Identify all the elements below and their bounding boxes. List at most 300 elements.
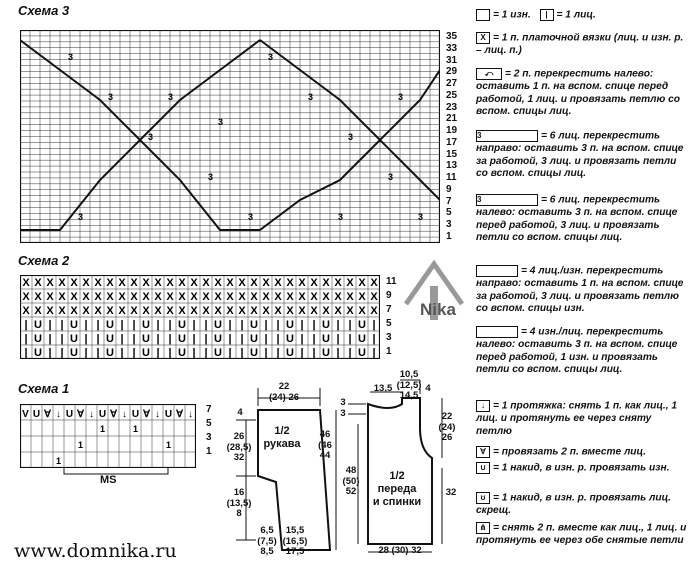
legend-text-1b: = 1 лиц. [556,9,596,21]
stitch-symbol: X [70,277,78,289]
stitch-symbol: X [226,291,234,303]
stitch-symbol: U [178,333,186,345]
body-total-height: 48 (50) 52 [342,465,360,497]
stitch-symbol: X [166,277,174,289]
row-number: 17 [446,136,458,148]
stitch-symbol: X [286,291,294,303]
stitch-symbol: | [204,333,208,345]
stitch-symbol: X [94,291,102,303]
stitch-symbol: U [250,333,258,345]
cable-mark: 3 [418,212,424,222]
stitch-symbol: | [120,333,124,345]
stitch-symbol: X [46,305,54,317]
row-number: 9 [386,290,392,301]
legend-item-cross-2-left [476,68,688,119]
stitch-symbol: U [322,333,330,345]
stitch-symbol: X [94,305,102,317]
body-armhole: 22 (24) 26 [438,411,456,443]
stitch-symbol: X [250,291,258,303]
stitch-symbol: X [298,277,306,289]
sk2p-symbol: ⋔ [476,522,490,534]
cable-mark: 3 [68,52,74,62]
stitch-symbol: | [156,333,160,345]
stitch-symbol: X [334,291,342,303]
stitch-symbol: X [178,291,186,303]
stitch-symbol: X [334,277,342,289]
cable-mark: 3 [268,52,274,62]
stitch-symbol: | [336,347,340,359]
stitch-symbol: | [168,333,172,345]
row-number: 21 [446,113,458,125]
sleeve-height-lower: 16 (13,5) 8 [226,487,252,519]
stitch-symbol: ∀ [44,409,51,420]
stitch-symbol: U [34,347,42,359]
stitch-symbol: X [274,291,282,303]
stitch-symbol: U [70,319,78,331]
stitch-symbol: X [370,305,378,317]
schema3-grid [20,30,440,243]
stitch-symbol: U [106,333,114,345]
cable-mark: 3 [388,172,394,182]
stitch-symbol: X [22,305,30,317]
stitch-symbol: X [286,305,294,317]
schema1-grid [20,404,196,468]
stitch-symbol: ↓ [122,409,127,420]
stitch-symbol: X [310,305,318,317]
stitch-symbol: | [60,333,64,345]
stitch-symbol: X [106,291,114,303]
stitch-symbol: | [96,347,100,359]
stitch-symbol: | [228,319,232,331]
stitch-symbol: X [286,277,294,289]
stitch-symbol: U [131,409,140,420]
sleeve-total-height: 46 (46 44 [318,429,332,461]
stitch-symbol: X [178,305,186,317]
cable-mark: 3 [108,92,114,102]
row-number: 11 [386,276,397,287]
stitch-symbol: X [370,277,378,289]
stitch-symbol: | [228,333,232,345]
row-number: 7 [446,195,452,207]
stitch-symbol: X [346,305,354,317]
stitch-symbol: U [322,319,330,331]
stitch-symbol: | [132,319,136,331]
legend-item-knit-purl [476,9,688,22]
schema3-chart [20,30,440,243]
cross-6-left-symbol: 3 [476,194,538,206]
sleeve-bottom-left: 6,5 (7,5) 8,5 [257,525,277,557]
legend-item-cross-6-right [476,130,688,181]
stitch-symbol: X [238,277,246,289]
stitch-symbol: X [142,277,150,289]
cable-mark: 3 [148,132,154,142]
schema3-title: Схема 3 [18,3,70,18]
cable-mark: 3 [208,172,214,182]
row-number: 1 [386,346,392,357]
stitch-symbol: X [58,277,66,289]
schema2-grid [20,275,380,359]
stitch-symbol: X [94,277,102,289]
sleeve-bottom-right: 15,5 (16,5) 17,5 [282,525,308,557]
stitch-symbol: X [154,277,162,289]
cross-4-left-symbol [476,326,518,338]
stitch-symbol: | [84,347,88,359]
stitch-symbol: X [46,277,54,289]
stitch-symbol: | [264,347,268,359]
stitch-symbol: X [106,305,114,317]
stitch-symbol: U [34,319,42,331]
purl-symbol [476,9,490,21]
stitch-symbol: X [310,291,318,303]
row-number: 9 [446,183,452,195]
stitch-symbol: X [358,291,366,303]
body-bottom-width: 28 (30) 32 [378,545,422,556]
stitch-symbol: X [34,277,42,289]
row-number: 19 [446,125,458,136]
stitch-symbol: X [130,305,138,317]
cross-2-left-symbol: ⤺ [476,68,502,80]
stitch-symbol: | [264,319,268,331]
body-lower: 32 [445,487,457,498]
stitch-symbol: X [226,277,234,289]
stitch-symbol: U [142,347,150,359]
stitch-symbol: X [82,305,90,317]
legend-item-yo-purl [476,462,688,475]
stitch-symbol: X [322,291,330,303]
nika-logo-text: Nika [420,300,456,319]
stitch-symbol: V [22,409,29,420]
stitch-symbol: ↓ [56,409,61,420]
stitch-symbol: U [358,319,366,331]
stitch-symbol: X [58,291,66,303]
stitch-symbol: X [82,291,90,303]
stitch-symbol: U [98,409,107,420]
stitch-symbol: X [322,305,330,317]
site-watermark: www.domnika.ru [14,540,177,562]
stitch-symbol: ↓ [89,409,94,420]
stitch-symbol: X [322,277,330,289]
stitch-symbol: | [156,347,160,359]
stitch-symbol: | [300,333,304,345]
stitch-symbol: | [132,333,136,345]
stitch-symbol: | [168,347,172,359]
cross-mark: 1 [55,456,62,466]
legend-text-6: = 4 лиц./изн. перекрестить направо: оставить 1 п. на вспом. спице за работой, 3 лиц. и провязать петлю со вспом. спицы изн. [476,265,684,315]
stitch-symbol: X [298,305,306,317]
stitch-symbol: | [24,333,28,345]
stitch-symbol: U [106,347,114,359]
legend-item-k2tog [476,446,688,459]
stitch-symbol: X [358,305,366,317]
stitch-symbol: | [372,319,376,331]
stitch-symbol: | [84,319,88,331]
row-number: 7 [386,304,392,315]
stitch-symbol: X [70,291,78,303]
cable-mark: 3 [168,92,174,102]
stitch-symbol: X [70,305,78,317]
sleeve-label: 1/2 рукава [263,425,301,450]
stitch-symbol: | [300,347,304,359]
legend-text-9: = провязать 2 п. вместе лиц. [493,446,646,458]
stitch-symbol: | [96,333,100,345]
sleeve-top-width: 22 (24) 26 [268,381,300,403]
stitch-symbol: | [132,347,136,359]
stitch-symbol: X [262,291,270,303]
k2tog-symbol: ∀ [476,446,490,458]
stitch-symbol: | [276,333,280,345]
row-number: 3 [386,332,392,343]
stitch-symbol: | [60,347,64,359]
row-number: 5 [206,418,212,429]
cable-mark: 3 [248,212,254,222]
stitch-symbol: X [202,305,210,317]
stitch-symbol: | [120,319,124,331]
legend-text-5: = 6 лиц. перекрестить налево: оставить 3 п. на вспом. спице перед работой, 3 лиц. и провязать петли со вспом. спицы лиц. [476,194,678,244]
stitch-symbol: | [240,333,244,345]
stitch-symbol: | [192,333,196,345]
cable-mark: 3 [218,117,224,127]
stitch-symbol: | [348,347,352,359]
stitch-symbol: X [130,291,138,303]
cross-6-right-symbol: 3 [476,130,538,142]
stitch-symbol: U [178,319,186,331]
stitch-symbol: U [286,333,294,345]
stitch-symbol: | [84,333,88,345]
stitch-symbol: | [60,319,64,331]
stitch-symbol: ∀ [110,409,117,420]
stitch-symbol: | [120,347,124,359]
row-number: 1 [206,446,212,457]
stitch-symbol: X [238,305,246,317]
row-number: 13 [446,160,458,172]
stitch-symbol: | [336,333,340,345]
stitch-symbol: | [168,319,172,331]
stitch-symbol: U [322,347,330,359]
row-number: 33 [446,42,458,54]
garter-symbol: X [476,32,490,44]
stitch-symbol: X [118,277,126,289]
stitch-symbol: X [34,305,42,317]
stitch-symbol: | [24,319,28,331]
stitch-symbol: X [106,277,114,289]
stitch-symbol: X [142,305,150,317]
sleeve-height-upper: 26 (28,5) 32 [226,431,252,463]
schema1-chart [20,404,196,468]
stitch-symbol: X [238,291,246,303]
stitch-symbol: X [274,277,282,289]
stitch-symbol: | [312,333,316,345]
legend-item-cross-4-left [476,326,688,377]
stitch-symbol: X [46,291,54,303]
stitch-symbol: X [22,291,30,303]
schema2-chart [20,275,380,359]
row-number: 1 [446,230,452,242]
stitch-symbol: | [48,319,52,331]
stitch-symbol: | [372,333,376,345]
stitch-symbol: | [276,347,280,359]
stitch-symbol: X [178,277,186,289]
legend-text-4: = 6 лиц. перекрестить направо: оставить 3 п. на вспом. спице за работой, 3 лиц. и провязать петли со вспом. спицы лиц. [476,130,684,180]
stitch-symbol: X [118,291,126,303]
stitch-symbol: X [166,291,174,303]
row-number: 27 [446,78,458,89]
cable-mark: 3 [308,92,314,102]
row-number: 23 [446,101,458,113]
stitch-symbol: X [154,305,162,317]
legend-text-2: = 1 п. платочной вязки (лиц. и изн. р. – лиц. п.) [476,32,684,57]
stitch-symbol: | [348,319,352,331]
stitch-symbol: X [118,305,126,317]
cross-mark: 1 [132,424,139,434]
stitch-symbol: | [228,347,232,359]
stitch-symbol: X [154,291,162,303]
stitch-symbol: X [274,305,282,317]
row-number: 3 [446,219,452,230]
stitch-symbol: | [192,319,196,331]
stitch-symbol: U [214,319,222,331]
stitch-symbol: U [358,347,366,359]
stitch-symbol: ↓ [188,409,193,420]
stitch-symbol: | [348,333,352,345]
legend-item-skp [476,400,688,438]
stitch-symbol: | [48,333,52,345]
stitch-symbol: | [240,319,244,331]
stitch-symbol: U [142,333,150,345]
row-number: 5 [446,207,452,219]
cable-mark: 3 [348,132,354,142]
legend-text-8: = 1 протяжка: снять 1 п. как лиц., 1 лиц. и протянуть ее через сняту петлю [476,400,678,437]
stitch-symbol: U [65,409,74,420]
cable-mark: 3 [78,212,84,222]
stitch-symbol: | [192,347,196,359]
ms-label: MS [100,474,117,486]
legend-text-11: = 1 накид, в изн. р. провязать лиц. скрещ. [476,492,672,517]
stitch-symbol: X [22,277,30,289]
stitch-symbol: U [142,319,150,331]
row-number: 11 [446,172,457,183]
stitch-symbol: X [34,291,42,303]
stitch-symbol: X [202,291,210,303]
stitch-symbol: | [156,319,160,331]
stitch-symbol: X [334,305,342,317]
stitch-symbol: | [24,347,28,359]
row-number: 35 [446,31,458,42]
legend-text-10: = 1 накид, в изн. р. провязать изн. [493,462,670,474]
stitch-symbol: | [312,319,316,331]
knit-symbol: | [540,9,554,21]
legend-item-garter [476,32,688,58]
row-number: 15 [446,148,458,160]
stitch-symbol: U [70,333,78,345]
stitch-symbol: | [336,319,340,331]
stitch-symbol: X [310,277,318,289]
body-neck-marks: 3 3 [340,397,346,419]
stitch-symbol: ∀ [176,409,183,420]
stitch-symbol: ∀ [77,409,84,420]
stitch-symbol: X [190,277,198,289]
cable-mark: 3 [338,212,344,222]
body-label: 1/2 переда и спинки [372,470,422,508]
stitch-symbol: U [214,347,222,359]
legend-item-cross-4-right [476,265,688,316]
stitch-symbol: | [372,347,376,359]
row-number: 31 [446,54,458,66]
skp-symbol: ↓ [476,400,490,412]
sleeve-cuff-offset: 4 [237,407,243,418]
stitch-symbol: U [286,319,294,331]
schema2-title: Схема 2 [18,253,70,268]
legend-text-7: = 4 изн./лиц. перекрестить налево: оставить 3 п. на вспом. спице перед работой, 1 изн. и провязать петли со вспом. спицы лиц. [476,326,678,376]
stitch-symbol: U [34,333,42,345]
legend-text-12: = снять 2 п. вместе как лиц., 1 лиц. и протянуть ее через обе снятые петли [476,522,687,547]
stitch-symbol: X [58,305,66,317]
stitch-symbol: U [178,347,186,359]
stitch-symbol: | [240,347,244,359]
stitch-symbol: X [358,277,366,289]
stitch-symbol: | [264,333,268,345]
stitch-symbol: U [32,409,41,420]
stitch-symbol: | [300,319,304,331]
stitch-symbol: | [96,319,100,331]
legend-item-yo-knit-tbl [476,492,688,518]
stitch-symbol: | [48,347,52,359]
cross-mark: 1 [99,424,106,434]
stitch-symbol: U [250,319,258,331]
row-number: 29 [446,66,458,78]
cross-mark: 1 [165,440,172,450]
stitch-symbol: X [190,291,198,303]
stitch-symbol: X [250,277,258,289]
stitch-symbol: X [166,305,174,317]
stitch-symbol: U [358,333,366,345]
stitch-symbol: X [262,305,270,317]
yo-knit-tbl-symbol: ʊ [476,492,490,504]
cross-4-right-symbol [476,265,518,277]
stitch-symbol: X [346,291,354,303]
stitch-symbol: X [262,277,270,289]
cable-mark: 3 [398,92,404,102]
stitch-symbol: X [214,277,222,289]
legend-item-cross-6-left [476,194,688,245]
stitch-symbol: | [276,319,280,331]
stitch-symbol: ↓ [155,409,160,420]
stitch-symbol: U [106,319,114,331]
stitch-symbol: X [346,277,354,289]
body-neck-depth: 13,5 [373,383,393,394]
stitch-symbol: X [250,305,258,317]
stitch-symbol: U [164,409,173,420]
legend-text-1: = 1 изн. [493,9,531,21]
stitch-symbol: X [214,291,222,303]
stitch-symbol: | [204,347,208,359]
stitch-symbol: U [214,333,222,345]
body-shoulder: 4 [425,383,431,394]
row-number: 3 [206,432,212,443]
stitch-symbol: | [204,319,208,331]
legend-item-sk2p [476,522,688,548]
stitch-symbol: X [226,305,234,317]
stitch-symbol: X [370,291,378,303]
stitch-symbol: X [298,291,306,303]
body-neck-width: 10,5 (12,5) 14,5 [396,369,422,401]
cross-mark: 1 [77,440,84,450]
stitch-symbol: | [312,347,316,359]
row-number: 7 [206,404,212,415]
stitch-symbol: X [190,305,198,317]
stitch-symbol: X [214,305,222,317]
stitch-symbol: U [286,347,294,359]
stitch-symbol: U [70,347,78,359]
